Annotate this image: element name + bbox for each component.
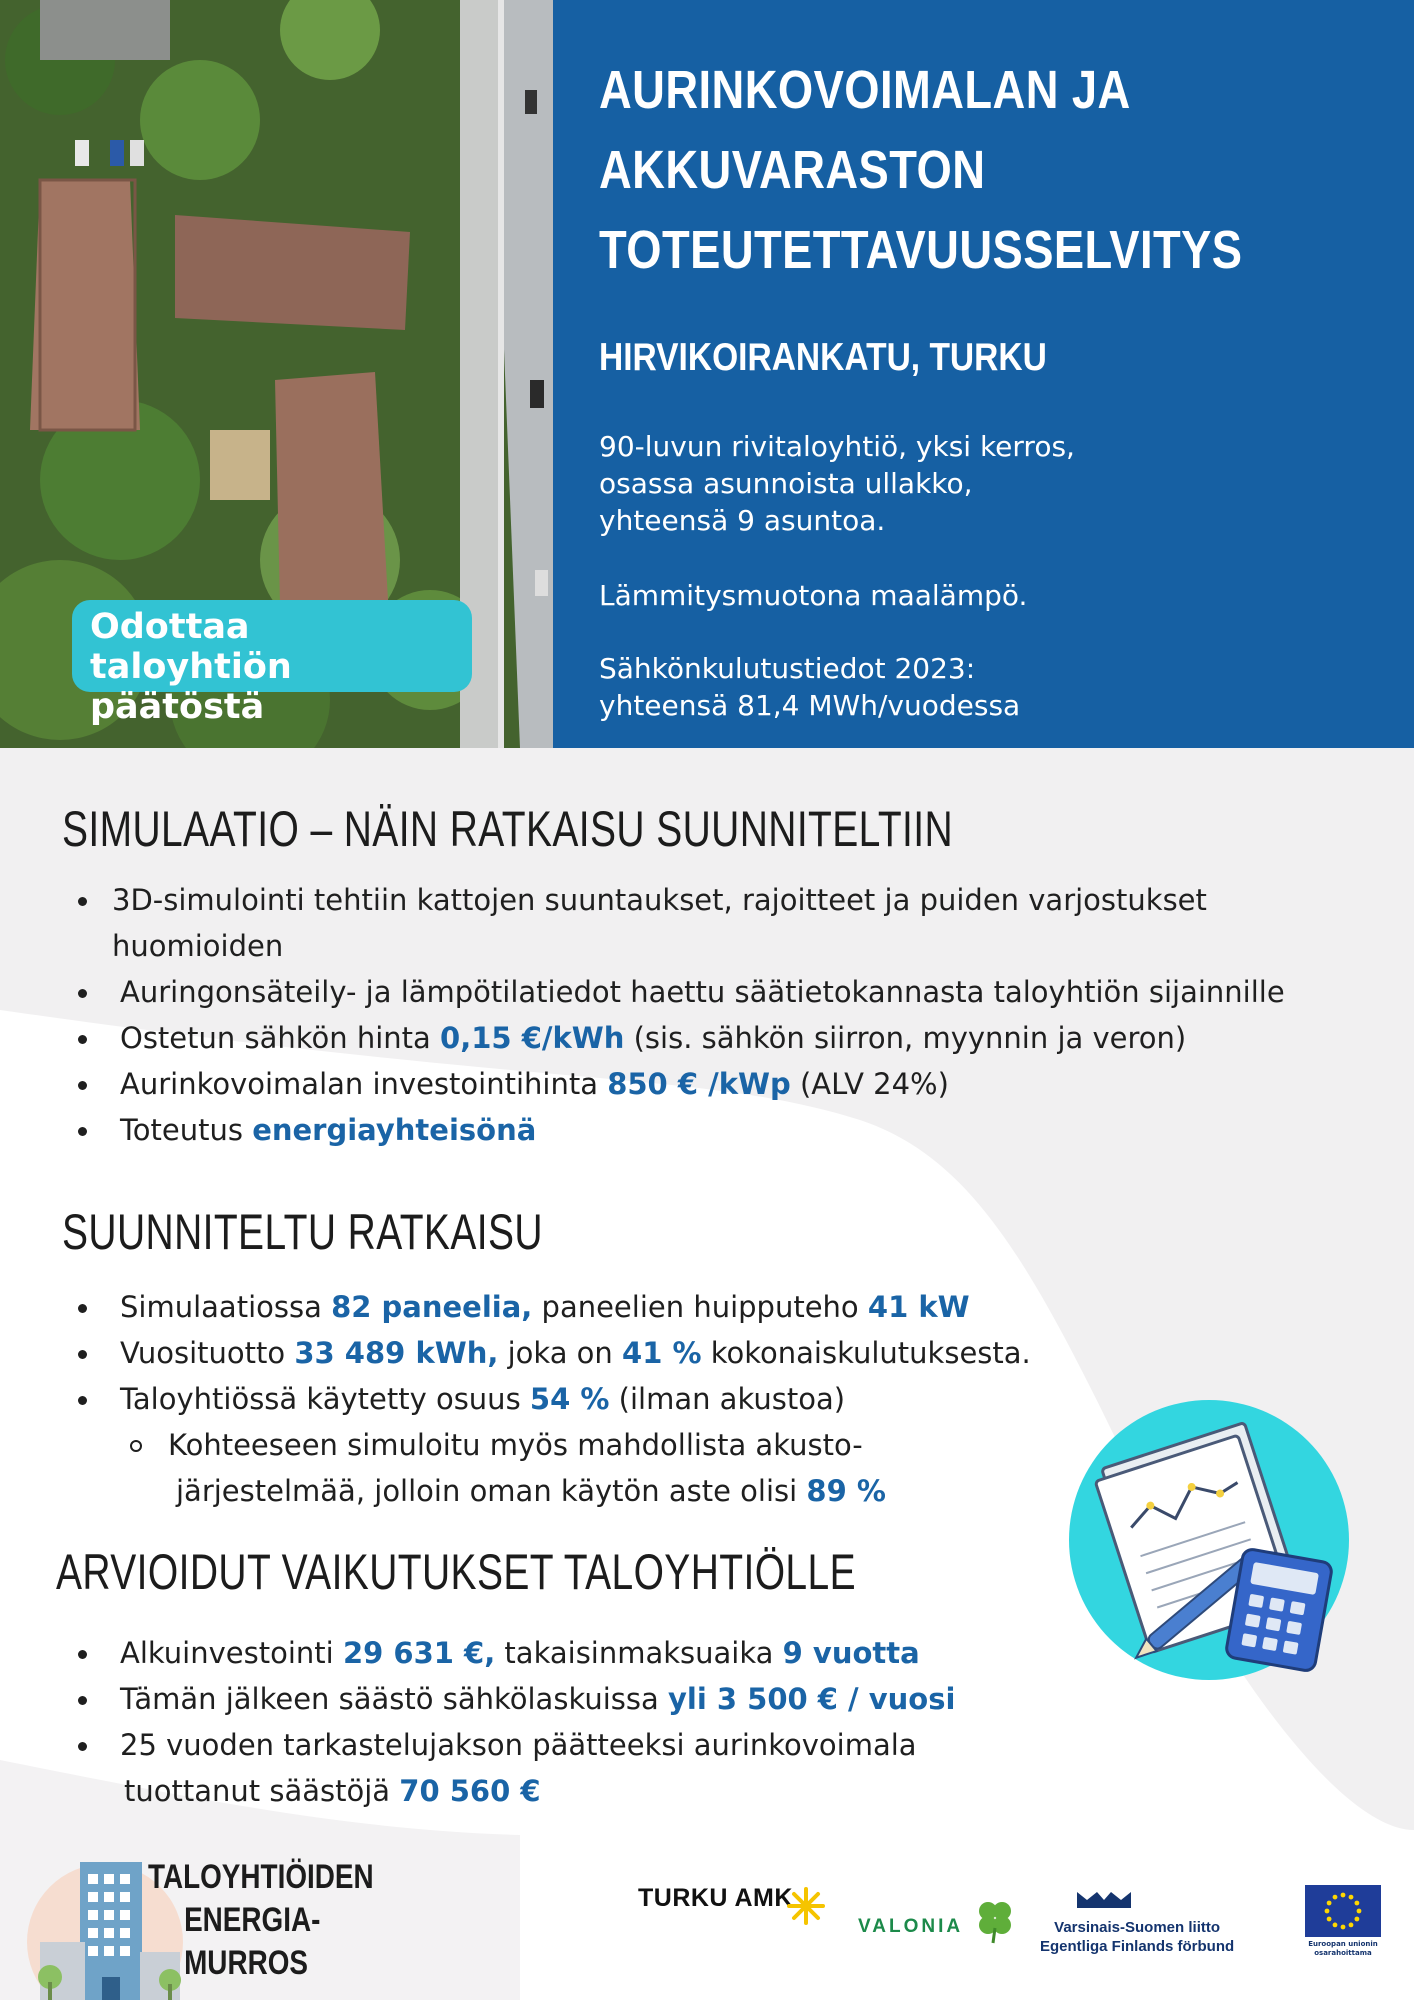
list-item-text: Tämän jälkeen säästö sähkölaskuissa xyxy=(120,1682,668,1716)
list-item-text: järjestelmää, jolloin oman käytön aste olisi xyxy=(176,1474,807,1508)
project-name-line: MURROS xyxy=(184,1944,308,1982)
page-title-line: TOTEUTETTAVUUSSELVITYS xyxy=(599,220,1243,280)
partner-line: Egentliga Finlands förbund xyxy=(1040,1938,1235,1955)
list-item-text: huomioiden xyxy=(112,929,284,963)
turku-amk-logo: TURKU AMK xyxy=(638,1884,793,1912)
list-item-text: Aurinkovoimalan investointihinta xyxy=(120,1067,608,1101)
project-name xyxy=(148,1856,374,1985)
list-item xyxy=(70,1107,1285,1153)
list-item-text: Kohteeseen simuloitu myös mahdollista akusto- xyxy=(168,1428,863,1462)
eu-star-icon xyxy=(1341,1893,1346,1898)
eu-star-icon xyxy=(1341,1925,1346,1930)
consumption-line: Sähkönkulutustiedot 2023: xyxy=(599,652,976,685)
valonia-logo: VALONIA xyxy=(858,1916,964,1937)
highlight-value: 89 % xyxy=(806,1474,886,1508)
list-item xyxy=(70,877,1285,969)
status-badge-line: Odottaa taloyhtiön xyxy=(90,607,292,687)
highlight-value: energiayhteisönä xyxy=(252,1113,537,1147)
partner-line: Varsinais-Suomen liitto xyxy=(1054,1919,1221,1936)
description-line: osassa asunnoista ullakko, xyxy=(599,467,973,500)
eu-star-icon xyxy=(1333,1923,1338,1928)
highlight-value: yli 3 500 € / vuosi xyxy=(667,1682,956,1716)
eu-star-icon xyxy=(1349,1895,1354,1900)
eu-star-icon xyxy=(1327,1917,1332,1922)
eu-flag-icon xyxy=(1305,1885,1381,1937)
list-item-text: takaisinmaksuaika xyxy=(495,1636,783,1670)
highlight-value: 41 % xyxy=(622,1336,702,1370)
page-title-line: AKKUVARASTON xyxy=(599,140,986,200)
varsinais-suomen-liitto-logo xyxy=(1040,1918,1234,1956)
description-line: yhteensä 9 asuntoa. xyxy=(599,504,886,537)
eu-star-icon xyxy=(1333,1895,1338,1900)
list-item xyxy=(70,1061,1285,1107)
eu-star-icon xyxy=(1325,1909,1330,1914)
consumption-info xyxy=(599,650,1399,724)
highlight-value: 54 % xyxy=(529,1382,610,1416)
simulation-heading: SIMULAATIO – NÄIN RATKAISU SUUNNITELTIIN xyxy=(62,801,954,857)
list-item xyxy=(70,1676,955,1722)
highlight-value: 9 vuotta xyxy=(782,1636,920,1670)
highlight-value: 70 560 € xyxy=(399,1774,541,1808)
page-title xyxy=(599,50,1263,290)
location-subtitle: HIRVIKOIRANKATU, TURKU xyxy=(599,336,1047,379)
list-item-text: paneelien huipputeho xyxy=(532,1290,868,1324)
header-panel xyxy=(553,0,1414,748)
description-line: 90-luvun rivitaloyhtiö, yksi kerros, xyxy=(599,430,1075,463)
status-badge-line: päätöstä xyxy=(90,687,265,727)
project-name-line: TALOYHTIÖIDEN xyxy=(148,1858,374,1896)
page-title-line: AURINKOVOIMALAN JA xyxy=(599,60,1131,120)
list-item-text: (ALV 24%) xyxy=(790,1067,949,1101)
list-item xyxy=(70,969,1285,1015)
list-item xyxy=(70,1722,955,1814)
impacts-list xyxy=(70,1630,955,1814)
project-name-line: ENERGIA- xyxy=(184,1901,321,1939)
consumption-line: yhteensä 81,4 MWh/vuodessa xyxy=(599,689,1021,722)
simulation-list xyxy=(70,877,1285,1153)
highlight-value: 0,15 €/kWh xyxy=(440,1021,625,1055)
list-item xyxy=(70,1376,1031,1422)
list-item-text: Vuosituotto xyxy=(120,1336,295,1370)
list-item-text: Taloyhtiössä käytetty osuus xyxy=(120,1382,530,1416)
eu-star-icon xyxy=(1355,1917,1360,1922)
list-item-text: joka on xyxy=(498,1336,623,1370)
eu-cofunded-label xyxy=(1300,1940,1386,1958)
list-item xyxy=(70,1330,1031,1376)
list-item-text: tuottanut säästöjä xyxy=(124,1774,400,1808)
status-badge xyxy=(72,600,472,727)
eu-star-icon xyxy=(1349,1923,1354,1928)
solution-list xyxy=(70,1284,1031,1514)
list-item xyxy=(70,1630,955,1676)
list-item-text: (sis. sähkön siirron, myynnin ja veron) xyxy=(624,1021,1187,1055)
partner-line: osarahoittama xyxy=(1314,1949,1372,1957)
eu-star-icon xyxy=(1355,1901,1360,1906)
list-item-text: Auringonsäteily- ja lämpötilatiedot haettu säätietokannasta taloyhtiön sijainnille xyxy=(120,975,1285,1009)
list-item-text: Alkuinvestointi xyxy=(120,1636,343,1670)
list-item-text: Simulaatiossa xyxy=(120,1290,332,1324)
document-calculator-illustration xyxy=(1064,1395,1354,1685)
sub-list-item xyxy=(70,1422,1031,1514)
eu-star-icon xyxy=(1357,1909,1362,1914)
varsinais-suomi-crown-icon xyxy=(1075,1890,1133,1910)
highlight-value: 33 489 kWh, xyxy=(294,1336,499,1370)
heating-info xyxy=(599,577,1399,614)
list-item-text: 3D-simulointi tehtiin kattojen suuntaukset, rajoitteet ja puiden varjostukset xyxy=(112,883,1207,917)
list-item-text: Toteutus xyxy=(120,1113,253,1147)
highlight-value: 850 € /kWp xyxy=(607,1067,791,1101)
valonia-clover-icon xyxy=(975,1898,1015,1944)
list-item-text: kokonaiskulutuksesta. xyxy=(701,1336,1031,1370)
solution-heading: SUUNNITELTU RATKAISU xyxy=(62,1204,543,1260)
heating-line: Lämmitysmuotona maalämpö. xyxy=(599,579,1028,612)
eu-star-icon xyxy=(1327,1901,1332,1906)
highlight-value: 29 631 €, xyxy=(342,1636,496,1670)
highlight-value: 82 paneelia, xyxy=(331,1290,533,1324)
turku-amk-star-icon xyxy=(786,1886,826,1926)
list-item-text: Ostetun sähkön hinta xyxy=(120,1021,441,1055)
list-item-text: (ilman akustoa) xyxy=(609,1382,846,1416)
impacts-heading: ARVIOIDUT VAIKUTUKSET TALOYHTIÖLLE xyxy=(56,1544,856,1600)
property-description xyxy=(599,428,1399,539)
list-item-text: 25 vuoden tarkastelujakson päätteeksi aurinkovoimala xyxy=(120,1728,917,1762)
list-item xyxy=(70,1284,1031,1330)
highlight-value: 41 kW xyxy=(867,1290,970,1324)
partner-line: Euroopan unionin xyxy=(1308,1940,1378,1948)
list-item xyxy=(70,1015,1285,1061)
